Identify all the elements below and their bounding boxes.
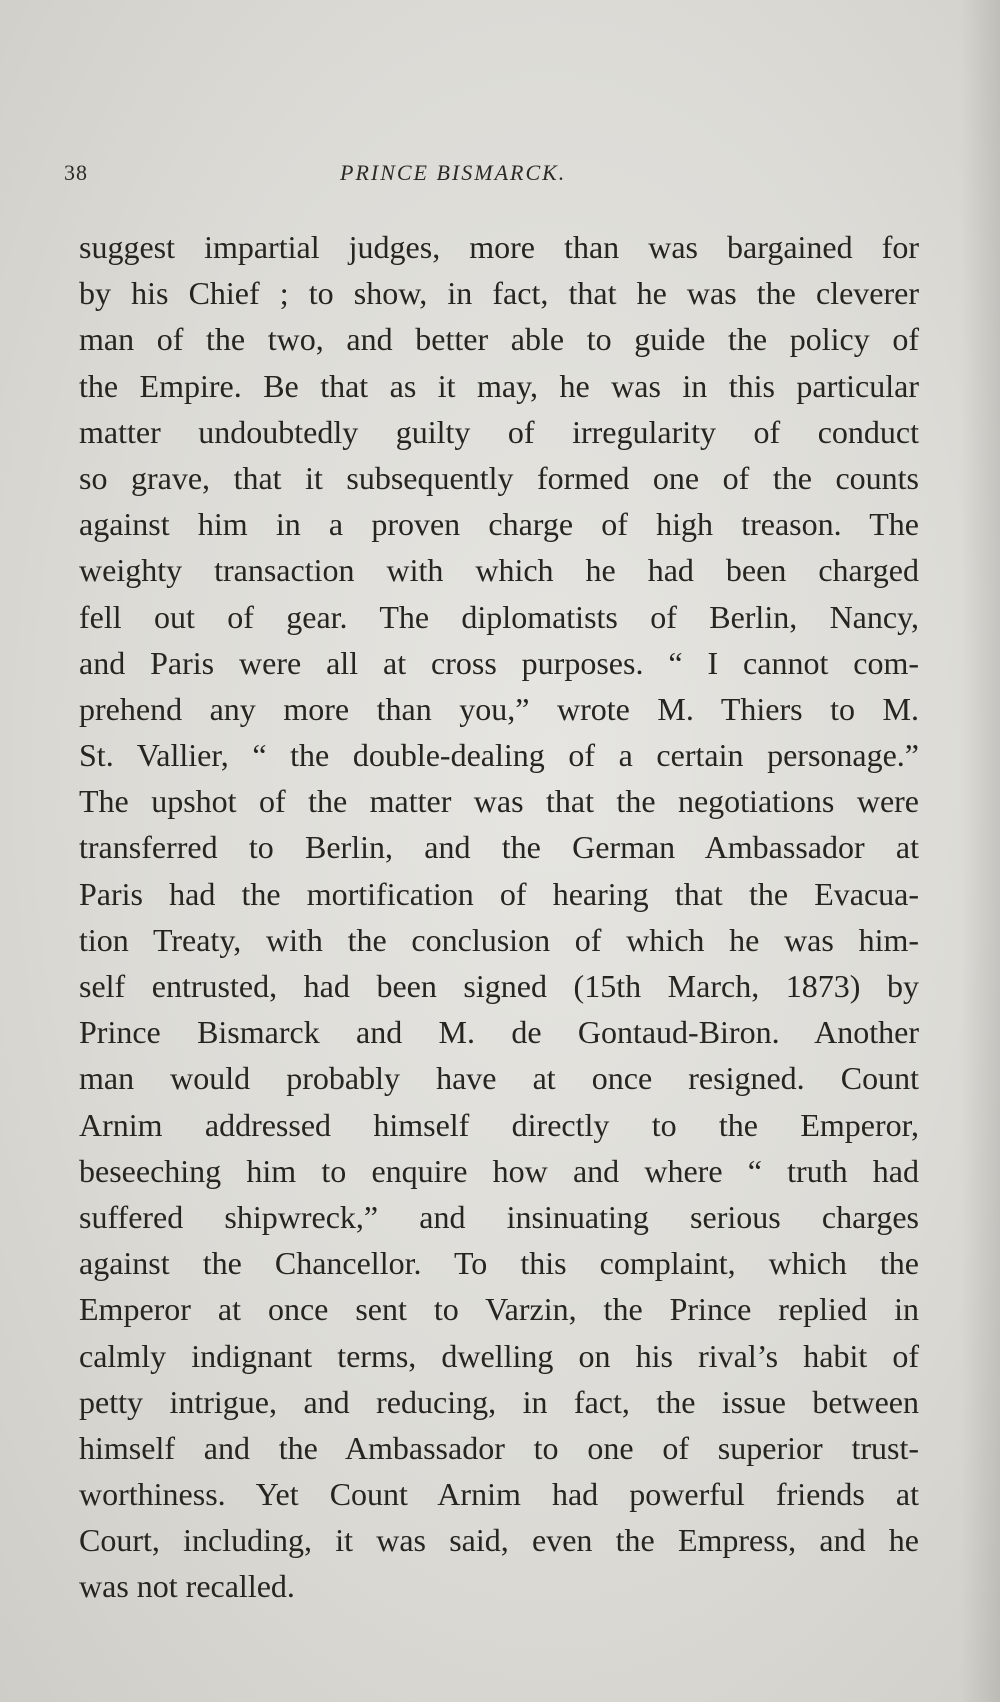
text-line: was not recalled. <box>79 1568 295 1605</box>
body-paragraph <box>79 224 919 1610</box>
text-line: matter undoubtedly guilty of irregularity of conduct <box>79 413 919 450</box>
text-line: suggest impartial judges, more than was bargained for <box>79 229 919 265</box>
text-line: St. Vallier, “ the double-dealing of a certain personage.” <box>79 737 919 774</box>
text-line: so grave, that it subsequently formed one of the counts <box>79 459 919 496</box>
text-line: the Empire. Be that as it may, he was in this particular <box>79 367 919 404</box>
text-line: himself and the Ambassador to one of superior trust- <box>79 1429 919 1466</box>
text-line: Emperor at once sent to Varzin, the Prince replied in <box>79 1291 919 1328</box>
text-line: fell out of gear. The diplomatists of Berlin, Nancy, <box>79 598 919 635</box>
text-line: suffered shipwreck,” and insinuating serious charges <box>79 1198 919 1235</box>
text-line: worthiness. Yet Count Arnim had powerful friends at <box>79 1476 919 1513</box>
text-line: transferred to Berlin, and the German Ambassador at <box>79 829 919 866</box>
text-line: petty intrigue, and reducing, in fact, the issue between <box>79 1383 919 1420</box>
text-line: prehend any more than you,” wrote M. Thiers to M. <box>79 690 919 727</box>
page-number: 38 <box>64 160 88 185</box>
text-line: by his Chief ; to show, in fact, that he was the cleverer <box>79 275 919 312</box>
text-line: The upshot of the matter was that the negotiations were <box>79 783 919 820</box>
text-line: self entrusted, had been signed (15th March, 1873) by <box>79 968 919 1004</box>
text-line: weighty transaction with which he had been charged <box>79 552 919 589</box>
text-line: tion Treaty, with the conclusion of which he was him- <box>79 921 919 958</box>
text-line: man would probably have at once resigned. Count <box>79 1060 919 1097</box>
text-line: Prince Bismarck and M. de Gontaud-Biron. Another <box>79 1014 919 1051</box>
text-line: against him in a proven charge of high treason. The <box>79 506 919 543</box>
text-line: beseeching him to enquire how and where “ truth had <box>79 1152 919 1189</box>
text-line: Arnim addressed himself directly to the Emperor, <box>79 1106 919 1143</box>
running-title: PRINCE BISMARCK. <box>340 160 567 185</box>
text-line: against the Chancellor. To this complaint, which the <box>79 1245 919 1282</box>
text-line: man of the two, and better able to guide the policy of <box>79 321 919 358</box>
text-line: and Paris were all at cross purposes. “ I cannot com- <box>79 644 919 681</box>
text-line: calmly indignant terms, dwelling on his rival’s habit of <box>79 1337 919 1374</box>
page-edge-shadow <box>960 0 1000 1702</box>
text-line: Court, including, it was said, even the Empress, and he <box>79 1522 919 1559</box>
running-head <box>64 160 944 196</box>
text-line: Paris had the mortification of hearing that the Evacua- <box>79 875 919 912</box>
